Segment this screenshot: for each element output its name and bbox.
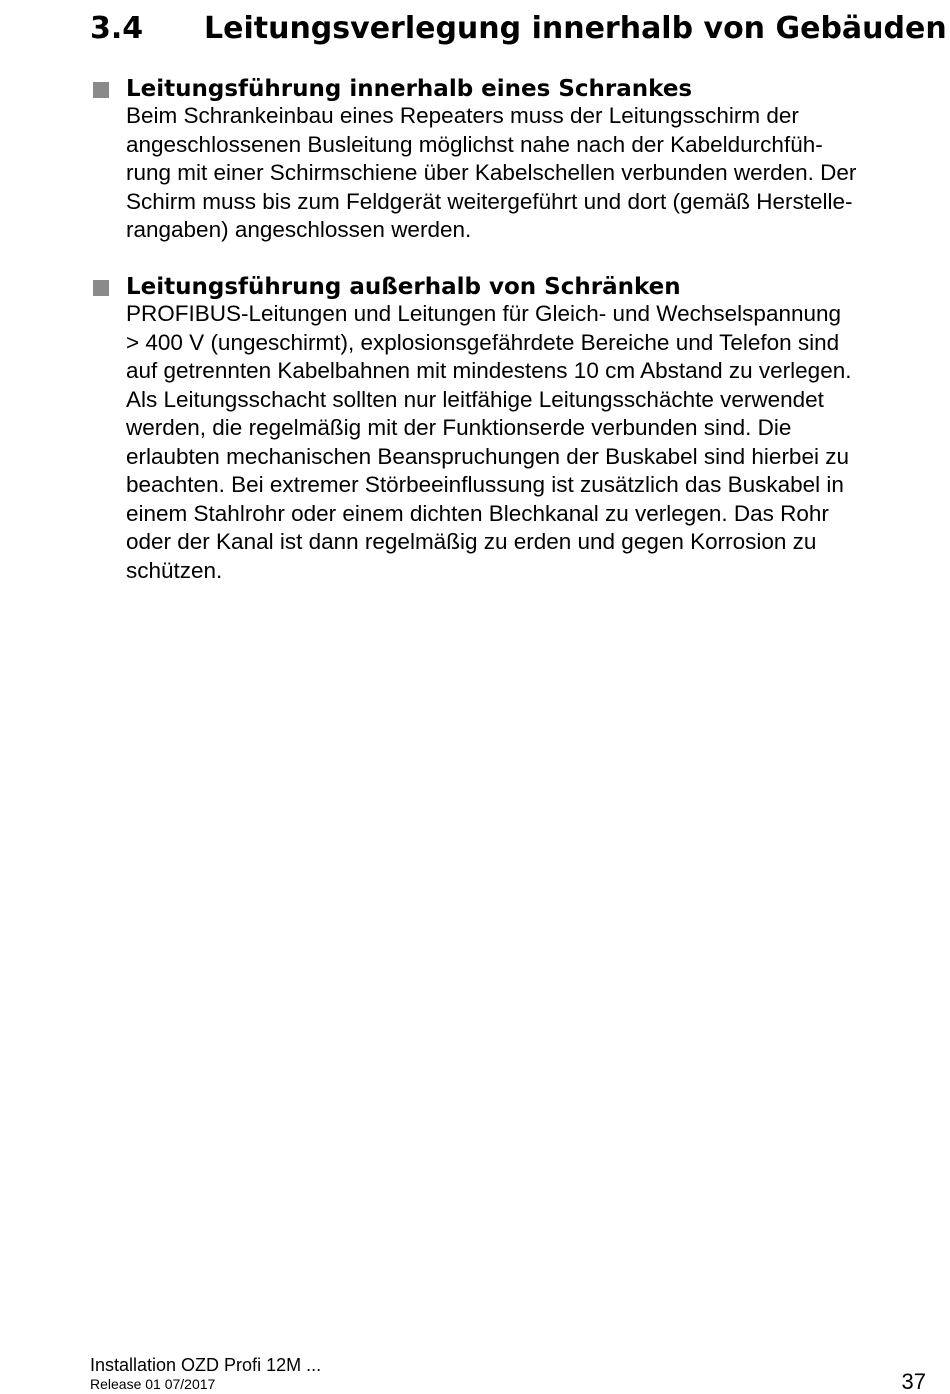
content-block: [90, 74, 930, 245]
section-title: Leitungsverlegung innerhalb von Gebäuden: [204, 11, 947, 46]
paragraph-line: erlaubten mechanischen Beanspruchungen der Buskabel sind hierbei zu: [126, 443, 849, 469]
content-block: [90, 272, 930, 585]
footer: [90, 1354, 321, 1392]
footer-document-title: Installation OZD Profi 12M ...: [90, 1355, 322, 1375]
paragraph-line: einem Stahlrohr oder einem dichten Blechkanal zu verlegen. Das Rohr: [126, 500, 829, 526]
paragraph-line: rangaben) angeschlossen werden.: [126, 217, 472, 242]
paragraph-line: oder der Kanal ist dann regelmäßig zu erden und gegen Korrosion zu: [126, 529, 817, 554]
subheading: Leitungsführung außerhalb von Schränken: [126, 274, 681, 300]
paragraph-line: > 400 V (ungeschirmt), explosionsgefährdete Bereiche und Telefon sind: [126, 329, 840, 355]
square-bullet-icon: [93, 82, 109, 98]
section-number: 3.4: [90, 11, 144, 46]
page-number: 37: [901, 1369, 926, 1394]
paragraph: [126, 102, 930, 245]
paragraph-line: Schirm muss bis zum Feldgerät weitergeführt und dort (gemäß Herstelle-: [126, 188, 853, 214]
paragraph-line: Als Leitungsschacht sollten nur leitfähige Leitungsschächte verwendet: [126, 386, 824, 412]
footer-release: Release 01 07/2017: [90, 1376, 216, 1392]
paragraph-line: beachten. Bei extremer Störbeeinflussung ist zusätzlich das Buskabel in: [126, 472, 844, 497]
paragraph: [126, 300, 930, 585]
paragraph-line: PROFIBUS-Leitungen und Leitungen für Gleich- und Wechselspannung: [126, 301, 842, 326]
section-heading: [90, 6, 947, 52]
paragraph-line: werden, die regelmäßig mit der Funktionserde verbunden sind. Die: [126, 415, 792, 440]
paragraph-line: angeschlossenen Busleitung möglichst nahe nach der Kabeldurchfüh-: [126, 131, 823, 157]
subheading: Leitungsführung innerhalb eines Schrankes: [126, 76, 693, 102]
paragraph-line: schützen.: [126, 557, 223, 583]
paragraph-line: rung mit einer Schirmschiene über Kabelschellen verbunden werden. Der: [126, 160, 857, 185]
paragraph-line: auf getrennten Kabelbahnen mit mindestens 10 cm Abstand zu verlegen.: [126, 358, 852, 383]
square-bullet-icon: [93, 280, 109, 296]
paragraph-line: Beim Schrankeinbau eines Repeaters muss der Leitungsschirm der: [126, 103, 799, 128]
